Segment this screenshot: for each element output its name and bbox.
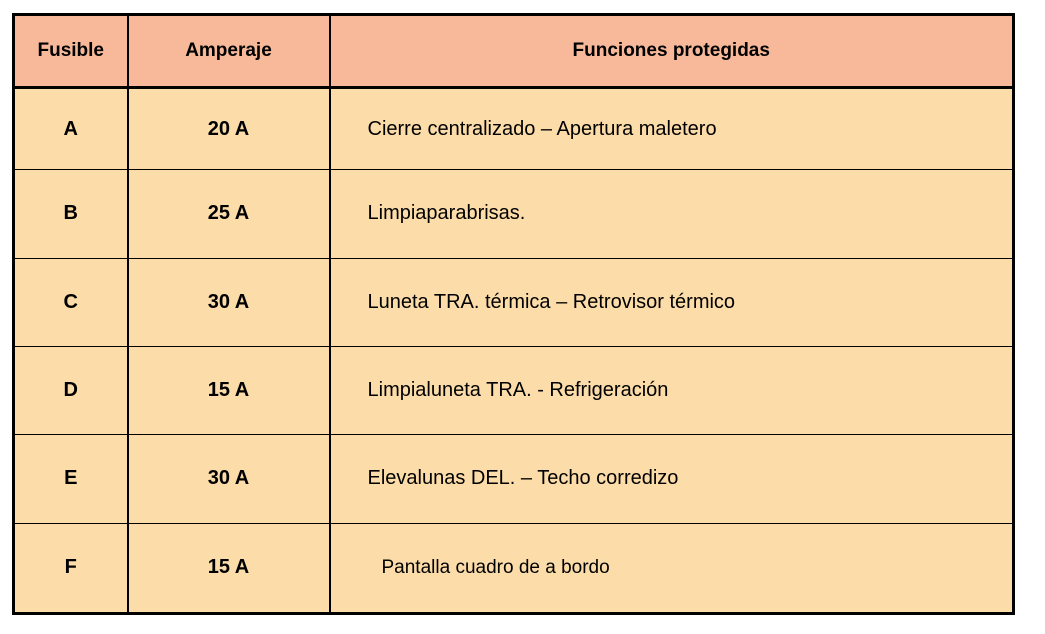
table-row (14, 523, 1014, 613)
table-row (14, 170, 1014, 258)
functions-cell: Pantalla cuadro de a bordo (330, 523, 1014, 613)
functions-cell: Cierre centralizado – Apertura maletero (330, 88, 1014, 170)
fuse-cell: A (14, 88, 128, 170)
functions-cell: Luneta TRA. térmica – Retrovisor térmico (330, 258, 1014, 346)
amperage-cell: 15 A (128, 523, 330, 613)
functions-cell: Elevalunas DEL. – Techo corredizo (330, 435, 1014, 523)
fuse-cell: E (14, 435, 128, 523)
table-body (14, 88, 1014, 614)
fuse-cell: C (14, 258, 128, 346)
header-functions: Funciones protegidas (330, 15, 1014, 88)
table-row (14, 88, 1014, 170)
functions-cell: Limpialuneta TRA. - Refrigeración (330, 346, 1014, 434)
table-row (14, 346, 1014, 434)
amperage-cell: 30 A (128, 258, 330, 346)
header-fuse: Fusible (14, 15, 128, 88)
table-row (14, 258, 1014, 346)
fuse-cell: D (14, 346, 128, 434)
fuse-table (12, 13, 1015, 615)
amperage-cell: 20 A (128, 88, 330, 170)
amperage-cell: 15 A (128, 346, 330, 434)
functions-cell: Limpiaparabrisas. (330, 170, 1014, 258)
amperage-cell: 30 A (128, 435, 330, 523)
header-amperage: Amperaje (128, 15, 330, 88)
header-row (14, 15, 1014, 88)
table-header (14, 15, 1014, 88)
table-row (14, 435, 1014, 523)
fuse-cell: F (14, 523, 128, 613)
amperage-cell: 25 A (128, 170, 330, 258)
fuse-cell: B (14, 170, 128, 258)
